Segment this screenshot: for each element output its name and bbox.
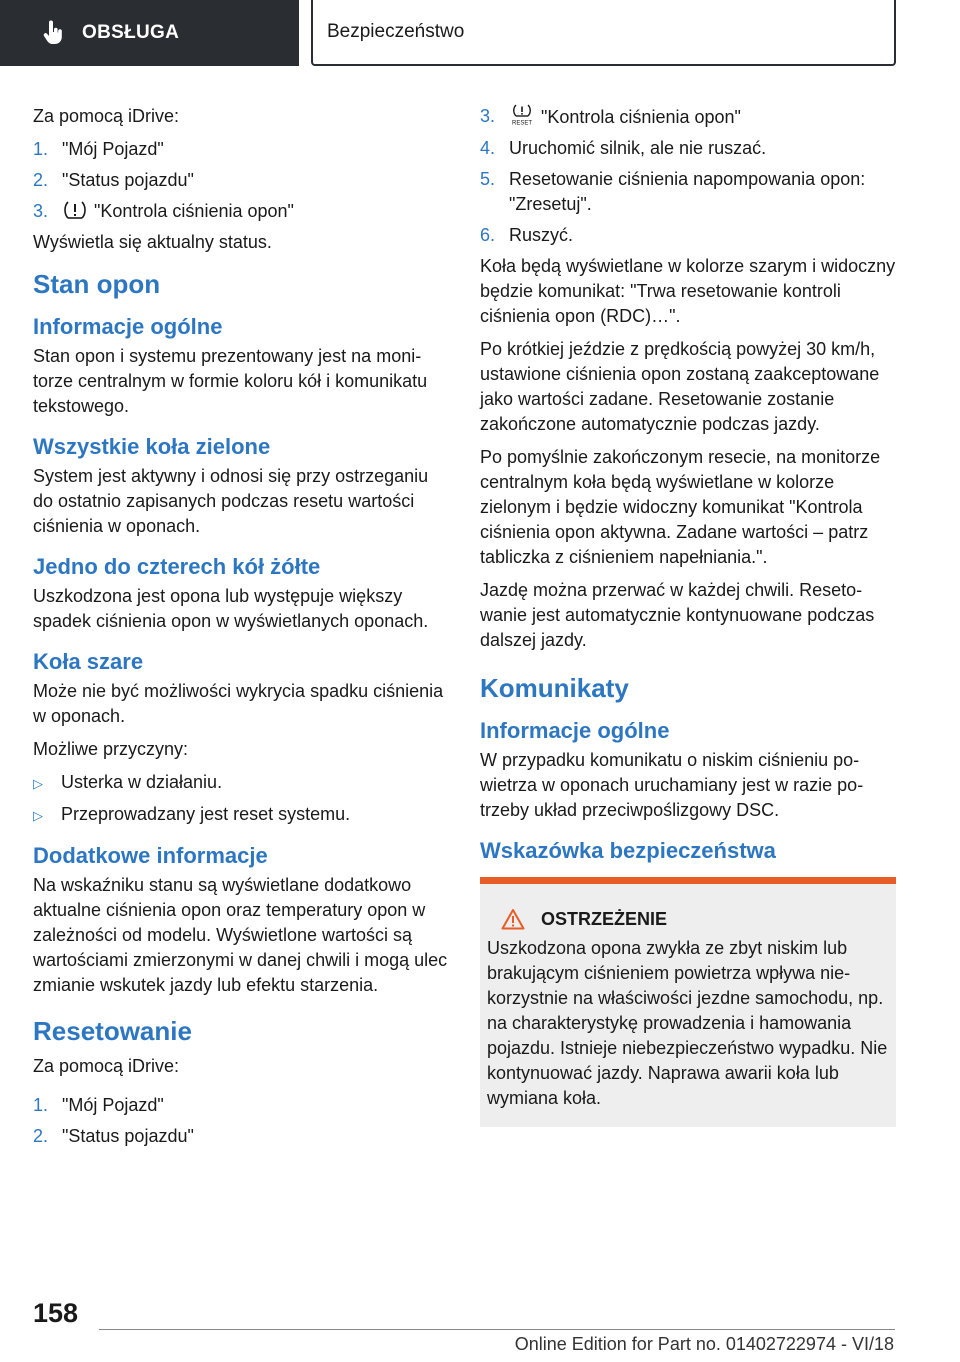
subsection-heading: Dodatkowe informacje — [33, 843, 268, 868]
subsection-heading: Informacje ogólne — [33, 314, 223, 339]
step-text: "Kontrola ciśnienia opon" — [541, 107, 741, 127]
step-number: 3. — [480, 106, 496, 126]
list-item — [480, 104, 896, 130]
list-item — [33, 1124, 453, 1149]
paragraph: Jazdę można przerwać w każdej chwili. Resetowanie jest automatycznie kontynuowane podczas dalszej jazdy. — [480, 580, 875, 650]
list-item — [33, 770, 453, 796]
causes-list — [33, 770, 453, 828]
tire-pressure-reset-icon — [509, 104, 535, 126]
list-item — [33, 137, 453, 162]
step-text: "Status pojazdu" — [62, 1126, 194, 1146]
footer-divider — [99, 1329, 895, 1330]
bullet-triangle-icon: ▷ — [33, 776, 43, 791]
warning-triangle-icon — [501, 908, 525, 930]
bullet-text: Przeprowadzany jest reset systemu. — [61, 804, 351, 824]
section-tab-label: OBSŁUGA — [82, 22, 180, 43]
step-number: 4. — [480, 138, 496, 158]
paragraph: Za pomocą iDrive: — [33, 106, 180, 126]
reset-icon-label: RESET — [511, 120, 533, 126]
page-header — [0, 0, 960, 66]
paragraph: Po pomyślnie zakończonym resecie, na monitorze centralnym koła będą wyświetlane w kolorze zielonym i będzie widoczny komunikat "Kontrola ciśnienia opon aktywna. Zadane wartości – patrz tabliczka z ciśnieniem napełniania.". — [480, 447, 881, 567]
section-heading: Komunikaty — [480, 673, 629, 703]
list-item — [33, 1093, 453, 1118]
chapter-tab-label: Bezpieczeństwo — [327, 21, 465, 42]
warning-title — [487, 908, 888, 930]
paragraph: Za pomocą iDrive: — [33, 1056, 180, 1076]
list-item — [480, 223, 896, 248]
page-number: 158 — [33, 1298, 79, 1328]
paragraph: Na wskaźniku stanu są wyświetlane dodatkowo aktualne ciśnienia opon oraz temperatury opon w zależności od modelu. Wyświetlone wartości są wartościami zmierzonymi w danej chwili i mogą ulec zmianie wskutek jazdy lub efektu starzenia. — [33, 875, 448, 995]
bullet-triangle-icon: ▷ — [33, 808, 43, 823]
paragraph: System jest aktywny i odnosi się przy ostrzeganiu do ostatnio zapisanych podczas resetu wartości ciśnienia w oponach. — [33, 466, 429, 536]
subsection-heading: Koła szare — [33, 649, 144, 674]
idrive-steps — [33, 137, 453, 224]
hand-pointer-icon — [40, 20, 66, 46]
section-heading: Stan opon — [33, 269, 161, 299]
step-text: "Mój Pojazd" — [62, 1095, 164, 1115]
warning-box — [480, 877, 896, 1127]
right-column — [480, 104, 896, 1127]
subsection-heading: Informacje ogólne — [480, 718, 670, 743]
warning-text: Uszkodzona opona zwykła ze zbyt niskim lub brakującym ciśnieniem powietrza wpływa niekorzystnie na właściwości jezdne samochodu, np. na charakterystykę prowadzenia i hamowania pojazdu. Istnieje niebezpieczeństwo wypadku. Nie kontynuować jazdy. Naprawa awarii koła lub wymiana koła. — [487, 938, 888, 1108]
paragraph: Wyświetla się aktualny status. — [33, 232, 272, 252]
paragraph: Uszkodzona jest opona lub występuje większy spadek ciśnienia opon w wyświetlanych oponach. — [33, 586, 429, 631]
step-text: Ruszyć. — [509, 225, 574, 245]
step-number: 2. — [33, 170, 49, 190]
step-number: 1. — [33, 139, 49, 159]
step-number: 1. — [33, 1095, 49, 1115]
paragraph: Stan opon i systemu prezentowany jest na monitorze centralnym w formie koloru kół i komunikatu tekstowego. — [33, 346, 428, 416]
subsection-heading: Wszystkie koła zielone — [33, 434, 271, 459]
section-tab — [0, 0, 299, 66]
step-text: "Status pojazdu" — [62, 170, 194, 190]
subsection-heading: Jedno do czterech kół żółte — [33, 554, 321, 579]
step-text: Resetowanie ciśnienia napompowania opon: "Zresetuj". — [509, 169, 866, 214]
step-number: 2. — [33, 1126, 49, 1146]
left-column — [33, 104, 453, 1155]
paragraph: Koła będą wyświetlane w kolorze szarym i widoczny będzie komunikat: "Trwa resetowanie kontroli ciśnienia opon (RDC)…". — [480, 256, 896, 326]
step-text: "Kontrola ciśnienia opon" — [94, 201, 294, 221]
step-text: "Mój Pojazd" — [62, 139, 164, 159]
edition-note: Online Edition for Part no. 01402722974 - VI/18 — [514, 1334, 894, 1354]
paragraph: Możliwe przyczyny: — [33, 739, 189, 759]
subsection-heading: Wskazówka bezpieczeństwa — [480, 838, 776, 863]
section-heading: Resetowanie — [33, 1016, 192, 1046]
list-item — [33, 802, 453, 828]
tire-pressure-icon — [62, 200, 88, 220]
reset-steps — [33, 1093, 453, 1149]
step-number: 3. — [33, 201, 49, 221]
step-number: 5. — [480, 169, 496, 189]
list-item — [33, 168, 453, 193]
chapter-tab — [311, 0, 896, 66]
paragraph: Po krótkiej jeździe z prędkością powyżej 30 km/h, ustawione ciśnienia opon zostaną zaakceptowane jako wartości zadane. Resetowanie zostanie zakończone automatycznie podczas jazdy. — [480, 339, 880, 434]
list-item — [480, 167, 896, 217]
paragraph: Może nie być możliwości wykrycia spadku ciśnienia w oponach. — [33, 681, 444, 726]
list-item — [33, 199, 453, 224]
step-text: Uruchomić silnik, ale nie ruszać. — [509, 138, 767, 158]
bullet-text: Usterka w działaniu. — [61, 772, 223, 792]
step-number: 6. — [480, 225, 496, 245]
reset-steps-continued — [480, 104, 896, 248]
paragraph: W przypadku komunikatu o niskim ciśnieniu powietrza w oponach uruchamiany jest w razie potrzeby układ przeciwpoślizgowy DSC. — [480, 750, 864, 820]
warning-title-text: OSTRZEŻENIE — [541, 908, 668, 929]
list-item — [480, 136, 896, 161]
